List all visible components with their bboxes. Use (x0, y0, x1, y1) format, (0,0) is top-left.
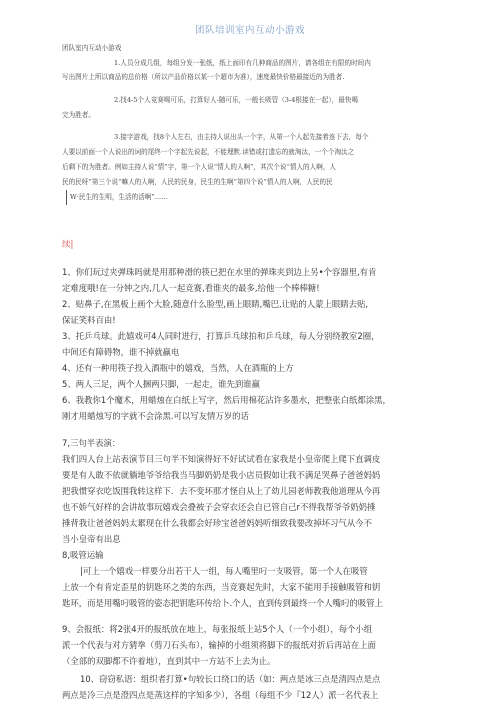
document-title: 团队培训室内互动小游戏 (194, 25, 305, 36)
section9-line-3: （全部的双脚都不许着地），直到其中一方站不上去为止。 (62, 656, 276, 666)
game2-line-1: 2.找4-5个人竞赛喝可乐，打算好人-随可乐，一般长吸管（3-4根接在一起），最快喝 (114, 96, 359, 104)
section9-line-1: 9、会报纸：将2张4开的报纸放在地上，每张报纸上站5个人（一个小组），每个小组 (62, 624, 373, 634)
item-line-3: 2、贴鼻子,在黑板上画个大脸,随意什么脸型,画上眼睛,嘴巴,让贴的人蒙上眼睛去贴, (62, 299, 369, 309)
section8-line-1: |可上一个嬉戏一样要分出若干人一组，每人嘴里叼一支吸管，第一个人在吸管 (80, 566, 368, 576)
item-line-5: 3、托乒乓球。此嬉戏可4人同时进行，打算乒乓球拍和乒乓球，每人分别绕教室2圈， (62, 331, 380, 341)
section7-line-4: 也不娇气好样的会讲故事玩嬉戏会叠被子会穿衣还会自已管自己r不得我帮爷爷奶奶捶 (62, 502, 376, 512)
section7-line-3: 把我惯穿衣吃饭围我转这样下．去不变坏那才怪自从上了幼儿园老师教我他道理从今再 (62, 486, 381, 496)
item-line-8: 5、两人三足，两个人捆两只脚，一起走，谁先到谁赢 (62, 379, 260, 389)
game1-line-1: 1.人员分成几组，每组分发一张纸，纸上面印有几种商品的图片，请各组在有限的时间内 (114, 59, 371, 67)
section8-line-3: 匙环，而是用嘴叼吸管的姿态把钥匙环传给卜.个人，直到传到最终一个人嘴叼的吸管上 (62, 598, 383, 608)
item-line-2: 定难度哦!在一分钟之内,几人一起竞赛,看谁夹的最多,给他一个棒棒糖! (62, 283, 320, 293)
section7-line-5: 捶背我让爸爸妈妈太累现在什么我都会好珍宝爸爸妈妈听细致我要改掉坏习气从今不 (62, 518, 372, 528)
game3-line-5: W·民生的生明，生活的活啊”...... (66, 190, 440, 205)
item-line-9: 6、我教你1个魔术，用蜡烛在白纸上写字，然后用棉花沾许多墨水，把整张白纸都涂黑， (62, 395, 391, 405)
item-line-6: 中间还有障碍物，谁不掉就赢电 (62, 347, 180, 357)
game3-line-4: 民的民呀”第三个说“嘛人的人啊，人民的民身，民生的生啊”第四个说“情人的人啊，人民的民 (62, 178, 333, 186)
section7-title: 7,三句半表演： (62, 438, 121, 448)
item-line-7: 4、还有一种用筷子投入酒瓶中的嬉戏，当然，人在酒瓶的上方 (62, 363, 294, 373)
section8-line-2: 上放一个有肯定歪星的钥匙环之类的东西，当竞赛起先时，大家不能用手接触吸管和钥 (62, 582, 381, 592)
section7-line-6: 当小皇帝有出息 (62, 534, 121, 544)
section8-title: 8,吸管运输 (62, 550, 104, 560)
intro-line: 团队室内互动小游戏 (62, 44, 122, 52)
section9-line-2: 派一个代表与对方猜拳（剪刀石头布），输掉的小组须将脚下的报纸对折后再站在上面 (62, 640, 377, 650)
game3-line-3: 后剩下的为胜者。例如主持人说“情”字，第一个人说“情人的人啊”，其次个说“情人的人啊，人 (62, 163, 337, 171)
game3-line-2: 人要以前面一个人说出的词的尾终一个字起先说起，不能埋默.读错或打遗忘的就淘汰，一个个淘汰之 (62, 148, 355, 156)
game2-line-2: 完为胜者。 (62, 111, 95, 119)
section7-line-1: 我们四人台上站表演节目三句半不知演得好不好试试看在家我是小皇帝爬上爬下直调皮 (62, 454, 381, 464)
item-line-10: 刚才用蜡烛写的字就不会涂黑.可以写友情万岁的话 (62, 411, 249, 421)
game3-line-1: 3.接字游戏，找8个人左右，由主持人说出头一个字，从第一个人起先接着连下去，每个 (114, 133, 369, 141)
section7-line-2: 要是有人敢不依就躺地爷爷给我当马脚奶奶是我小店员假如让我不满足哭鼻子爸爸妈妈 (62, 470, 381, 480)
continued-marker: 续| (62, 240, 74, 250)
item-line-1: 1、你们玩过夹弹珠吗就是用那种滑的筷已把在水里的弹珠夹到边上另•个容器里,有肯 (62, 267, 377, 277)
item-line-4: 保证笑料百由! (62, 315, 116, 325)
section10-line-2: 两点是冷三点是澄四点是蒸这样的字知多少），各组（每组不少『12人）派一名代表上 (62, 690, 379, 700)
game1-line-2: 写出图片上所以商品的总价格（所以产品价格以某一个超市为准），速度最快价格最接近的为胜者. (62, 73, 345, 81)
section10-line-1: 10、窃窃私语：组织者打算•句较长口绕口的话（如：两点是冰三点是清四点是点 (80, 674, 381, 684)
